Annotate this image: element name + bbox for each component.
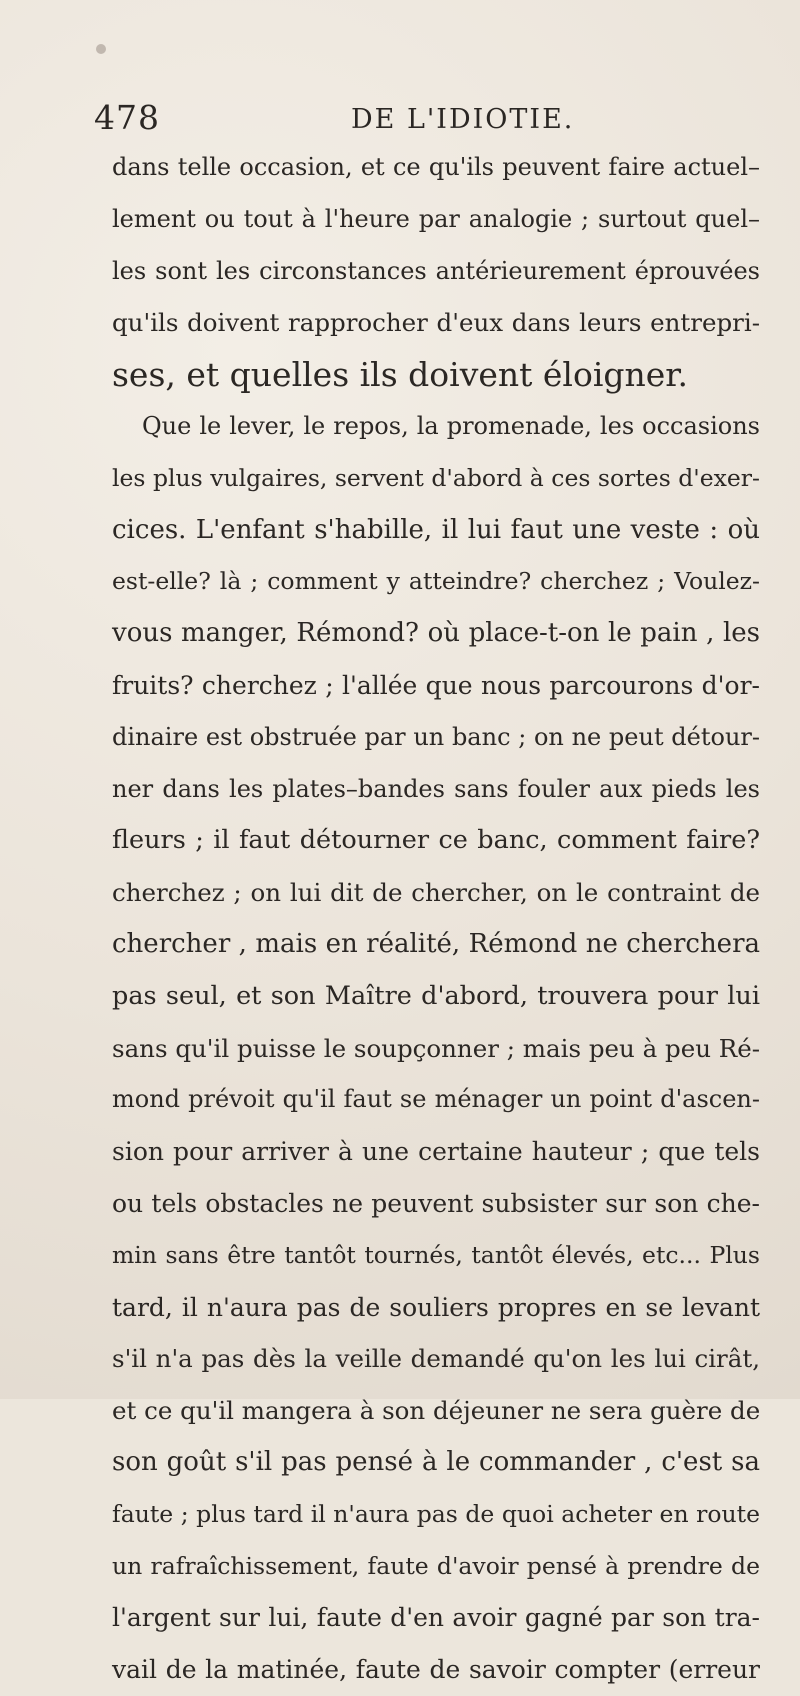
text-line: faute ; plus tard il n'aura pas de quoi acheter en route — [112, 1499, 760, 1528]
paragraph-start-line: Que le lever, le repos, la promenade, les occasions — [142, 411, 760, 440]
running-head: DE L'IDIOTIE. — [351, 104, 575, 135]
text-line: ner dans les plates–bandes sans fouler aux pieds les — [112, 774, 760, 803]
text-line: l'argent sur lui, faute d'en avoir gagné par son tra- — [112, 1603, 760, 1633]
text-line: chercher , mais en réalité, Rémond ne cherchera — [112, 928, 760, 959]
text-line: min sans être tantôt tournés, tantôt élevés, etc... Plus — [112, 1240, 760, 1269]
text-line: ou tels obstacles ne peuvent subsister sur son che- — [112, 1188, 760, 1218]
text-line: fruits? cherchez ; l'allée que nous parcourons d'or- — [112, 670, 760, 700]
body-text — [112, 142, 760, 1696]
text-line: mond prévoit qu'il faut se ménager un point d'ascen- — [112, 1085, 760, 1114]
text-line: dans telle occasion, et ce qu'ils peuvent faire actuel– — [112, 153, 760, 181]
text-line: sans qu'il puisse le soupçonner ; mais peu à peu Ré- — [112, 1033, 760, 1063]
ink-spot — [96, 44, 106, 54]
text-line: vous manger, Rémond? où place-t-on le pain , les — [112, 618, 760, 649]
text-line: cices. L'enfant s'habille, il lui faut une veste : où — [112, 514, 760, 545]
text-line: pas seul, et son Maître d'abord, trouvera pour lui — [112, 980, 760, 1011]
text-line: dinaire est obstruée par un banc ; on ne peut détour- — [112, 722, 760, 751]
page-number: 478 — [94, 98, 160, 137]
text-line: lement ou tout à l'heure par analogie ; surtout quel– — [112, 204, 760, 233]
text-line: un rafraîchissement, faute d'avoir pensé à prendre de — [112, 1551, 760, 1580]
text-line: tard, il n'aura pas de souliers propres en se levant — [112, 1292, 760, 1322]
text-line: vail de la matinée, faute de savoir compter (erreur — [112, 1655, 760, 1685]
text-line: est-elle? là ; comment y atteindre? cherchez ; Voulez- — [112, 567, 760, 596]
text-line: ses, et quelles ils doivent éloigner. — [112, 355, 688, 395]
text-line: sion pour arriver à une certaine hauteur ; que tels — [112, 1137, 760, 1167]
text-line: s'il n'a pas dès la veille demandé qu'on les lui cirât, — [112, 1344, 760, 1374]
page-header — [94, 98, 738, 138]
text-line: cherchez ; on lui dit de chercher, on le contraint de — [112, 878, 760, 908]
text-line: qu'ils doivent rapprocher d'eux dans leurs entrepri- — [112, 308, 760, 338]
text-line: fleurs ; il faut détourner ce banc, comment faire? — [112, 825, 760, 856]
text-line: les sont les circonstances antérieurement éprouvées — [112, 256, 760, 285]
text-line: et ce qu'il mangera à son déjeuner ne sera guère de — [112, 1396, 761, 1426]
text-line: les plus vulgaires, servent d'abord à ces sortes d'exer- — [112, 463, 760, 492]
text-line: son goût s'il pas pensé à le commander , c'est sa — [112, 1446, 760, 1477]
